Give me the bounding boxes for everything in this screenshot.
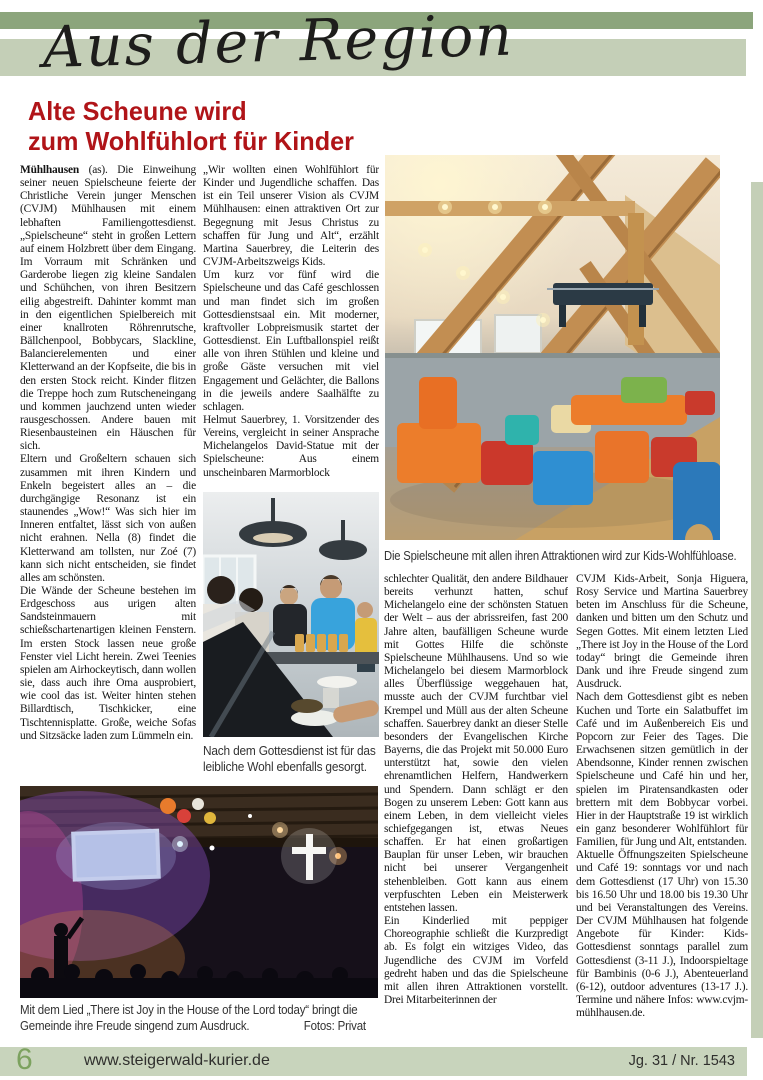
footer-issue-number: Jg. 31 / Nr. 1543 [628, 1053, 735, 1069]
article-column-1 [20, 164, 196, 780]
page-number: 6 [16, 1043, 33, 1076]
photo-cafe-illustration [203, 492, 379, 737]
paragraph: Die Wände der Scheune bestehen im Erdgeschoss aus urigen alten Sandsteinmauern mit schießschartenartigen kleinen Fenstern. Im ersten Stock lassen neue große Fenster viel Licht herein. Zwei Teenies spielen am Airhockeytisch, dann wollen sie, dass auch ihre Oma ausprobiert, wie cool das ist. Weiter hinten stehen Billardtisch, Tischkicker, eine Tischtennisplatte. Große, weiche Sofas und Sitzsäcke laden zum Lümmeln ein. [20, 585, 196, 742]
footer-website: www.steigerwald-kurier.de [84, 1052, 270, 1069]
caption-attic: Die Spielscheune mit allen ihren Attraktionen wird zur Kids-Wohlfühloase. [384, 549, 737, 563]
paragraph: Nach dem Gottesdienst gibt es neben Kuchen und Torte ein Salatbuffet im Café und im Außenbereich Eis und Popcorn zur Feier des Tages. Die Erwachsenen sitzen gemütlich in der Abendsonne, Kinder rennen zwischen Spielscheune und Café hin und her, spielen im Piratensandkasten oder brettern mit dem Bobbycar vorbei. Hier in der Hauptstraße 19 ist wirklich ein ganz besonderer Wohlfühlort für Familien, für Jung und Alt, entstanden. [576, 691, 748, 849]
caption-cafe: Nach dem Gottesdienst ist für das leibliche Wohl ebenfalls gesorgt. [203, 744, 376, 774]
caption-worship [20, 1003, 379, 1034]
article-headline-line1: Alte Scheune wird [28, 96, 247, 126]
paragraph: Ein Kinderlied mit peppiger Choreographie schließt die Kurzpredigt ab. Es folgt ein witziges Video, das Jugendliche des CVJM im Vorfeld gedreht haben und das die Spielscheune mit allen ihren Attraktionen vorstellt. Drei Mitarbeiterinnen der [384, 915, 568, 1006]
photo-cafe-buffet [203, 492, 379, 737]
paragraph [20, 164, 196, 453]
article-headline [28, 96, 354, 156]
lead-location: Mühlhausen [20, 164, 79, 176]
article-headline-line2: zum Wohlfühlort für Kinder [28, 126, 354, 156]
photo-credit: Fotos: Privat [303, 1018, 366, 1033]
section-title: Aus der Region [41, 2, 515, 81]
paragraph: Um kurz vor fünf wird die Spielscheune und das Café geschlossen und man findet sich im großen Gottesdienstsaal ein. Mit moderner, kraftvoller Lobpreismusik startet der Gottesdienst. Ein Luftballonspiel reißt alle von ihren Stühlen und kleine und große Gäste versuchen mit viel Engagement und Gelächter, die Ballons in die jeweils andere Saalhälfte zu schlagen. [203, 269, 379, 413]
right-edge-strip [751, 182, 763, 1038]
article-column-2 [203, 164, 379, 494]
paragraph: Aktuelle Öffnungszeiten Spielscheune und Café 19: sonntags vor und nach dem Gottesdienst (17 Uhr) von 15.30 bis 16.50 Uhr und 18.00 bis 19.30 Uhr und bei Veranstaltungen des Vereins. Der CVJM Mühlhausen hat folgende Angebote für Kinder: Kids-Gottesdienst sonntags parallel zum Gottesdienst (3-11 J.), Indoorspieltage für Bambinis (0-6 J.), Abenteuerland (6-12), outdoor adventures (13-17 J.). Termine und nähere Infos: www.cvjm-mühlhausen.de. [576, 849, 748, 1020]
paragraph: Helmut Sauerbrey, 1. Vorsitzender des Vereins, vergleicht in seiner Ansprache Michelangelos David-Statue mit der Spielscheune: Aus einem unscheinbaren Marmorblock [203, 413, 379, 479]
paragraph-text: (as). Die Einweihung seiner neuen Spielscheune feierte der Christliche Verein junger Menschen (CVJM) Mühlhausen mit einem lebhaften Familiengottesdienst. „Spielscheune“ steht in großen Lettern auf einem Holzbrett über dem Eingang. Im Vorraum mit Schränken und Garderobe liegen zig kleine Sandalen und Schühchen, von ihren Besitzern eilig abgestreift. Dahinter kommt man in den eigentlichen Spielbereich mit einer knallroten Röhrenrutsche, Bällchenpool, Bobbycars, Slackline, Balancierelementen und einer Kletterwand an der Kopfseite, die bis in den ersten Stock reicht. Kinder flitzen die Treppe hoch zum Rutscheneingang und kommen jauchzend unten wieder rausgeschossen. Andere bauen mit Riesenbausteinen ein Häuschen für sich. [20, 164, 196, 453]
footer-bar [0, 1043, 747, 1076]
article-column-3 [384, 573, 568, 1065]
photo-attic-illustration [385, 155, 720, 540]
paragraph: CVJM Kids-Arbeit, Sonja Higuera, Rosy Service und Martina Sauerbrey beten im Anschluss für die Scheune, danken und bitten um den Schutz und Segen Gottes. Mit einem letzten Lied „There ist Joy in the House of the Lord today“ bringt die Gemeinde ihren Dank und ihre Freude singend zum Ausdruck. [576, 573, 748, 691]
paragraph: „Wir wollten einen Wohlfühlort für Kinder und Jugendliche schaffen. Das ist ein Teil unserer Vision als CVJM Mühlhausen: einen attraktiven Ort zur Begegnung mit Jesus Christus zu schaffen für Jung und Alt“, erzählt Martina Sauerbrey, die Leiterin des CVJM-Arbeitszweigs Kids. [203, 164, 379, 269]
paragraph: Eltern und Großeltern schauen sich zusammen mit ihren Kindern und Enkeln begeistert alles an – die durchgängige Resonanz ist ein staunendes „Wow!“ Was sich hier im Inneren entfaltet, lässt sich von außen nicht erahnen. Nella (8) findet die Kletterwand am tollsten, nur Zoé (7) kann sich nicht entscheiden, sie findet alles am schönsten. [20, 453, 196, 584]
article-column-4 [576, 573, 748, 1065]
photo-worship-illustration [20, 786, 378, 998]
photo-worship-service [20, 786, 378, 998]
photo-attic-playroom [385, 155, 720, 540]
paragraph: schlechter Qualität, den andere Bildhauer bereits verhunzt hatten, schuf Michelangelo eine der schönsten Statuen der Welt – aus der abrissreifen, fast 200 Jahre alten, baufälligen Scheune wurde mit Gottes Hilfe die schönste Spielscheune Mühlhausens. Und so wie Michelangelo bei diesem Marmorblock alles Überflüssige weggehauen hat, musste auch der CVJM furchtbar viel Krempel und Müll aus der alten Scheune schaffen. Sauerbrey dankt an dieser Stelle besonders der Evangelischen Kirche Bayerns, die das Projekt mit 50.000 Euro unterstützt hat, sowie den vielen ehrenamtlichen Helfern, Handwerkern und Spendern. Dann schlägt er den Bogen zu unserem Leben: Gott kann aus einem Leben, in dem vielleicht vieles schiefgegangen ist, etwas Neues schaffen. Er hat einen großartigen Bauplan für unser Leben, wir brauchen nicht bei unserer Vergangenheit stehenbleiben. Gott kann aus einem verpfuschten Leben ein Meisterwerk entstehen lassen. [384, 573, 568, 914]
caption-worship-text: Mit dem Lied „There ist Joy in the House of the Lord today“ bringt die Gemeinde ihre Freude singend zum Ausdruck. [20, 1003, 358, 1033]
